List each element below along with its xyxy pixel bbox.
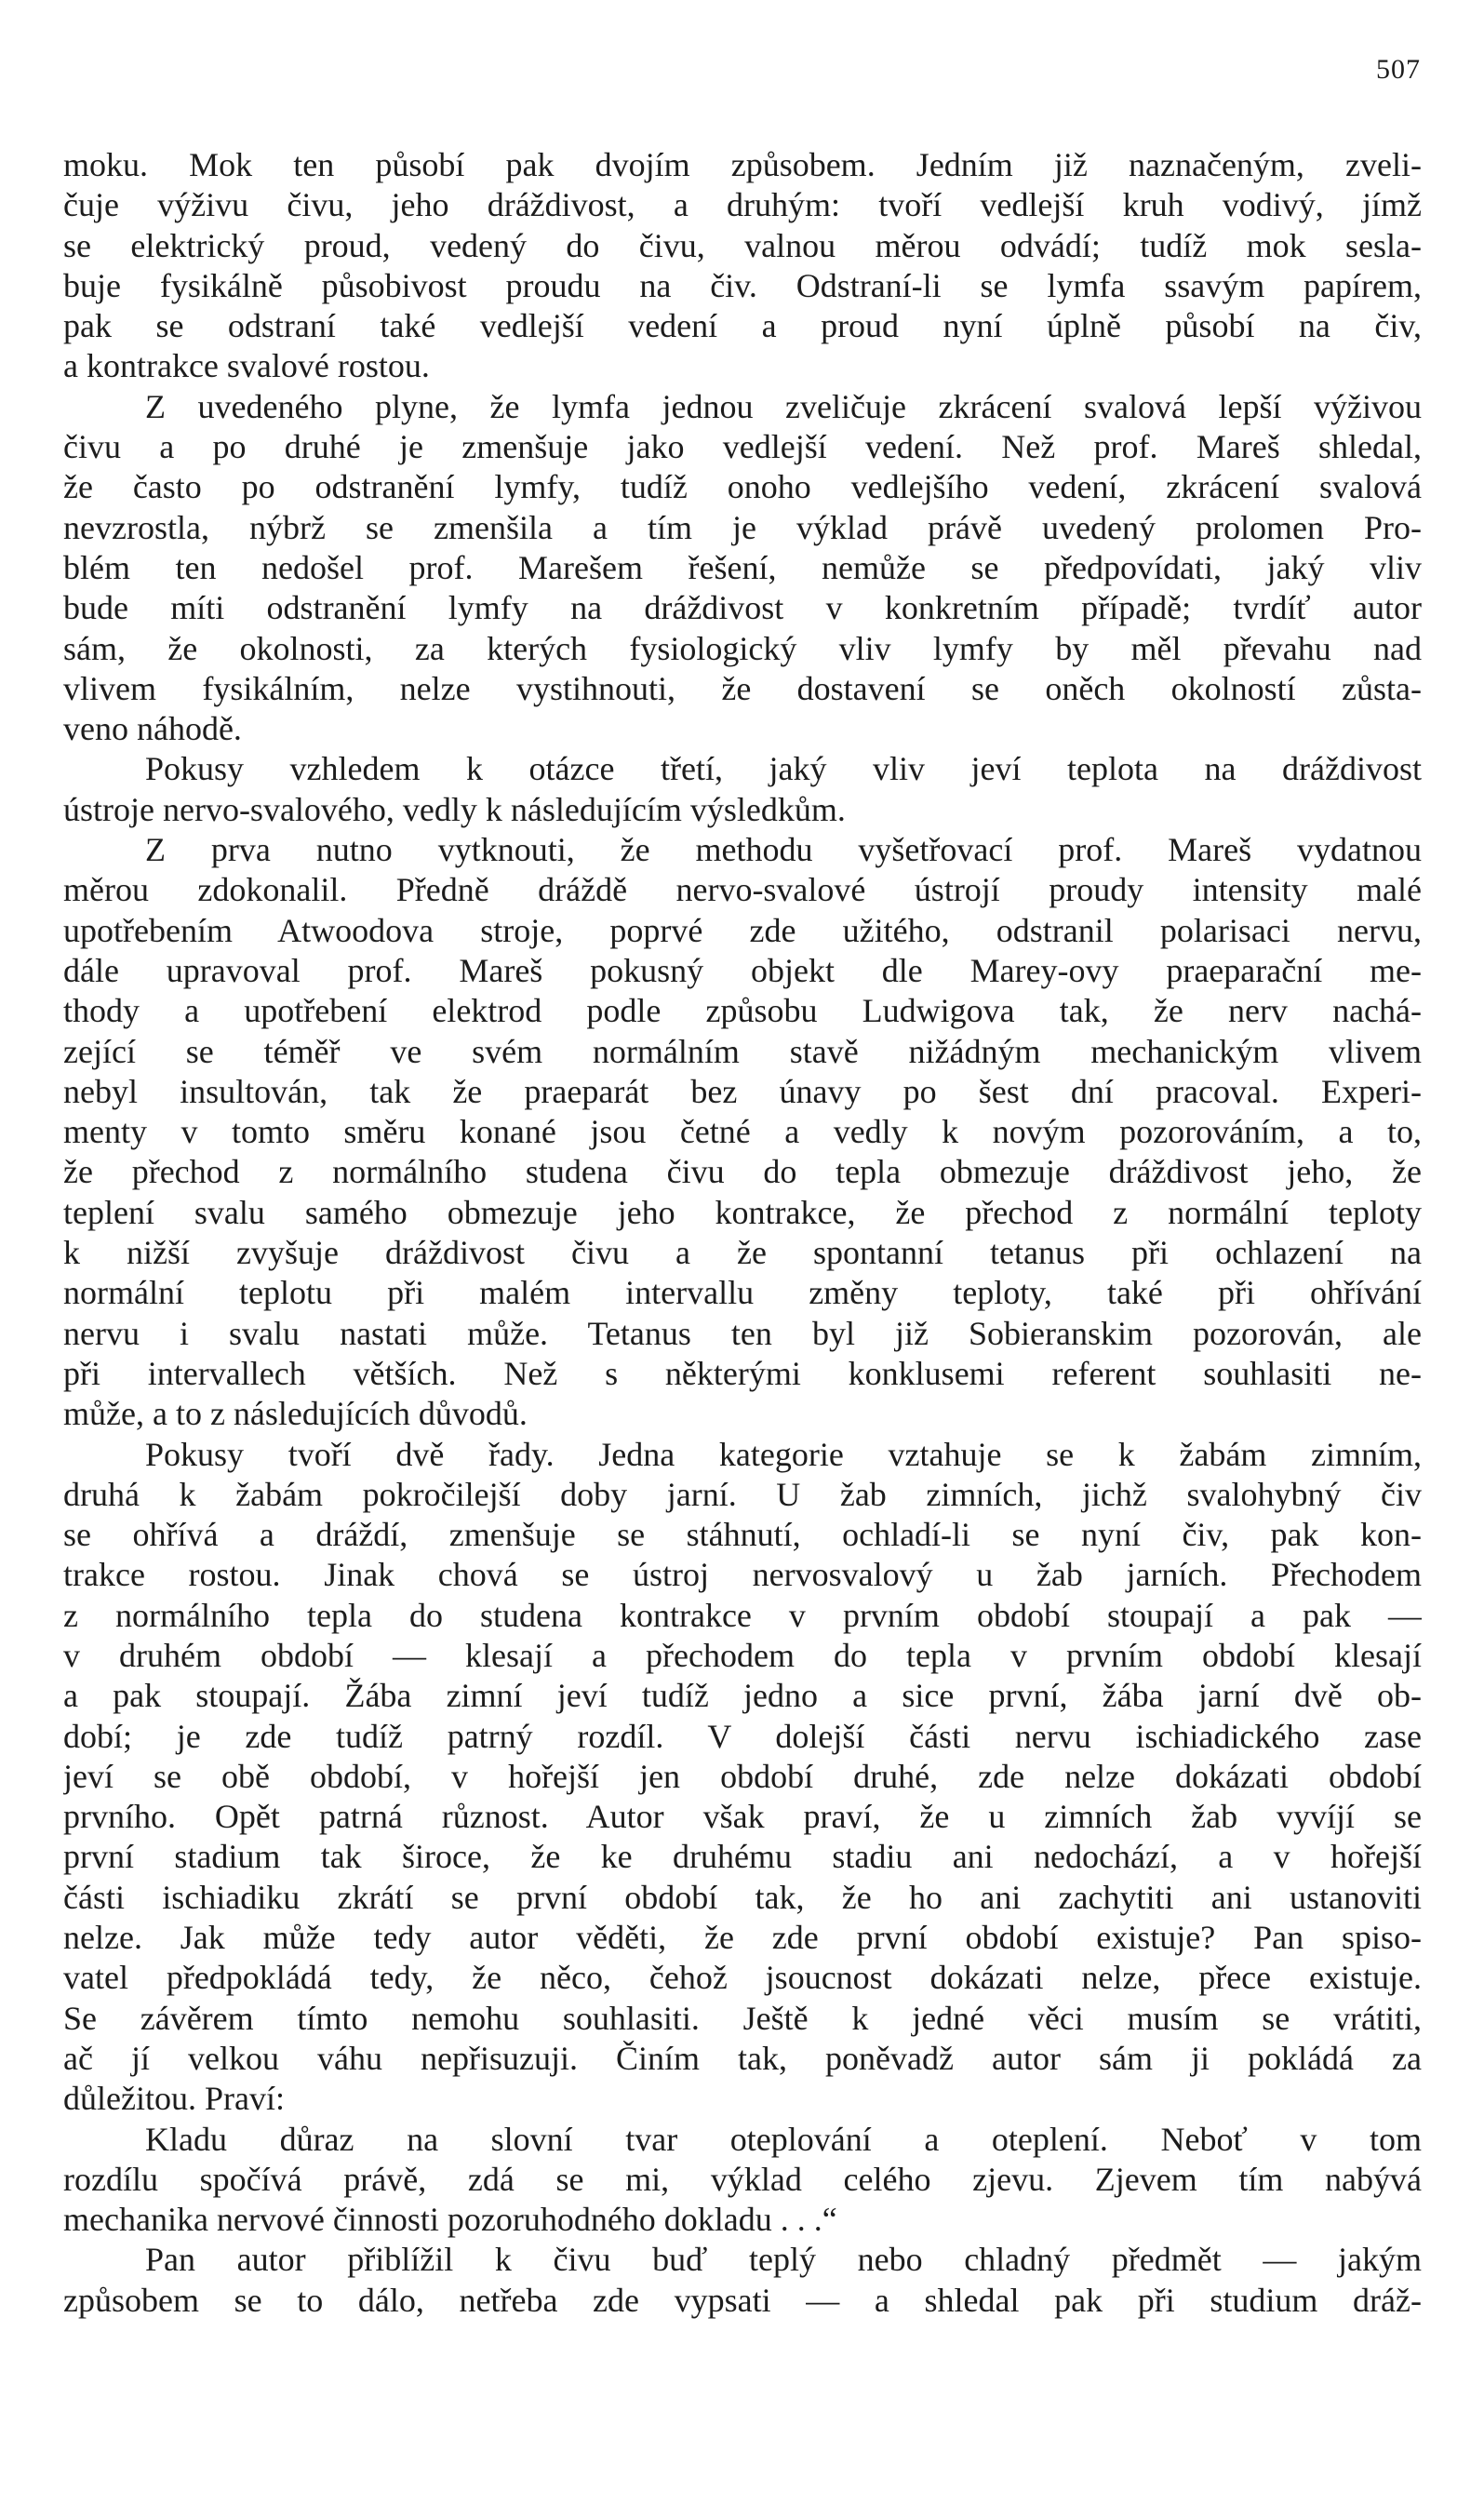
text-line: se elektrický proud, vedený do čivu, valnou měrou odvádí; tudíž mok sesla- <box>63 226 1422 264</box>
text-line: že přechod z normálního studena čivu do tepla obmezuje dráždivost jeho, že <box>63 1153 1422 1191</box>
text-line: dále upravoval prof. Mareš pokusný objekt dle Marey-ovy praeparační me- <box>63 951 1422 989</box>
text-line: Se závěrem tímto nemohu souhlasiti. Ještě k jedné věci musím se vrátiti, <box>63 1999 1422 2037</box>
text-line: ústroje nervo-svalového, vedly k následujícím výsledkům. <box>63 790 846 828</box>
text-line: menty v tomto směru konané jsou četné a vedly k novým pozorováním, a to, <box>63 1113 1422 1151</box>
text-line: v druhém období — klesají a přechodem do tepla v prvním období klesají <box>63 1636 1422 1674</box>
text-line: k nižší zvyšuje dráždivost čivu a že spontanní tetanus při ochlazení na <box>63 1234 1422 1272</box>
text-line: vlivem fysikálním, nelze vystihnouti, že dostavení se oněch okolností zůsta- <box>63 669 1422 707</box>
page-number: 507 <box>1376 54 1421 85</box>
text-line: buje fysikálně působivost proudu na čiv. Odstraní-li se lymfa ssavým papírem, <box>63 266 1422 304</box>
text-line: a kontrakce svalové rostou. <box>63 347 430 385</box>
text-line: moku. Mok ten působí pak dvojím způsobem. Jedním již naznačeným, zveli- <box>63 146 1422 183</box>
text-line: veno náhodě. <box>63 710 242 748</box>
text-line: thody a upotřebení elektrod podle způsobu Ludwigova tak, že nerv nachá- <box>63 992 1422 1030</box>
text-line: čuje výživu čivu, jeho dráždivost, a druhým: tvoří vedlejší kruh vodivý, jímž <box>63 186 1422 224</box>
text-line: mechanika nervové činnosti pozoruhodného dokladu . . .“ <box>63 2201 837 2239</box>
text-line: Z prva nutno vytknouti, že methodu vyšetřovací prof. Mareš vydatnou <box>145 831 1422 869</box>
text-line: Z uvedeného plyne, že lymfa jednou zveličuje zkrácení svalová lepší výživou <box>145 387 1422 425</box>
text-line: nebyl insultován, tak že praeparát bez únavy po šest dní pracoval. Experi- <box>63 1072 1422 1110</box>
text-line: způsobem se to dálo, netřeba zde vypsati — a shledal pak při studium dráž- <box>63 2281 1422 2319</box>
text-line: měrou zdokonalil. Předně dráždě nervo-svalové ústrojí proudy intensity malé <box>63 871 1422 909</box>
text-line: první stadium tak široce, že ke druhému stadiu ani nedochází, a v hořejší <box>63 1838 1422 1876</box>
text-line: blém ten nedošel prof. Marešem řešení, nemůže se předpovídati, jaký vliv <box>63 548 1422 586</box>
text-line: nervu i svalu nastati může. Tetanus ten byl již Sobieranskim pozorován, ale <box>63 1314 1422 1352</box>
text-line: a pak stoupají. Žába zimní jeví tudíž jedno a sice první, žába jarní dvě ob- <box>63 1677 1422 1715</box>
text-line: upotřebením Atwoodova stroje, poprvé zde užitého, odstranil polarisaci nervu, <box>63 911 1422 949</box>
text-line: jeví se obě období, v hořejší jen období druhé, zde nelze dokázati období <box>63 1757 1422 1795</box>
text-line: čivu a po druhé je zmenšuje jako vedlejší vedení. Než prof. Mareš shledal, <box>63 428 1422 466</box>
text-line: důležitou. Praví: <box>63 2080 285 2118</box>
text-line: nelze. Jak může tedy autor věděti, že zde první období existuje? Pan spiso- <box>63 1919 1422 1957</box>
body-text <box>63 145 1422 2321</box>
text-line: Pan autor přiblížil k čivu buď teplý nebo chladný předmět — jakým <box>145 2241 1422 2279</box>
text-line: Pokusy vzhledem k otázce třetí, jaký vliv jeví teplota na dráždivost <box>145 750 1422 788</box>
text-line: nevzrostla, nýbrž se zmenšila a tím je výklad právě uvedený prolomen Pro- <box>63 508 1422 546</box>
text-line: teplení svalu samého obmezuje jeho kontrakce, že přechod z normální teploty <box>63 1193 1422 1231</box>
text-line: druhá k žabám pokročilejší doby jarní. U žab zimních, jichž svalohybný čiv <box>63 1475 1422 1513</box>
text-line: Kladu důraz na slovní tvar oteplování a oteplení. Neboť v tom <box>145 2120 1422 2158</box>
text-line: může, a to z následujících důvodů. <box>63 1395 528 1433</box>
text-line: se ohřívá a dráždí, zmenšuje se stáhnutí, ochladí-li se nyní čiv, pak kon- <box>63 1516 1422 1554</box>
text-line: bude míti odstranění lymfy na dráždivost v konkretním případě; tvrdíť autor <box>63 589 1422 627</box>
text-line: dobí; je zde tudíž patrný rozdíl. V dolejší části nervu ischiadického zase <box>63 1717 1422 1755</box>
text-line: pak se odstraní také vedlejší vedení a proud nyní úplně působí na čiv, <box>63 307 1422 345</box>
text-line: při intervallech větších. Než s některými konklusemi referent souhlasiti ne- <box>63 1354 1422 1392</box>
text-line: že často po odstranění lymfy, tudíž onoho vedlejšího vedení, zkrácení svalová <box>63 468 1422 506</box>
text-line: zející se téměř ve svém normálním stavě nižádným mechanickým vlivem <box>63 1032 1422 1070</box>
text-line: trakce rostou. Jinak chová se ústroj nervosvalový u žab jarních. Přechodem <box>63 1556 1422 1594</box>
text-line: rozdílu spočívá právě, zdá se mi, výklad celého zjevu. Zjevem tím nabývá <box>63 2160 1422 2198</box>
text-line: z normálního tepla do studena kontrakce v prvním období stoupají a pak — <box>63 1596 1422 1634</box>
text-line: sám, že okolnosti, za kterých fysiologický vliv lymfy by měl převahu nad <box>63 629 1422 667</box>
text-line: normální teplotu při malém intervallu změny teploty, také při ohřívání <box>63 1274 1422 1312</box>
text-line: Pokusy tvoří dvě řady. Jedna kategorie vztahuje se k žabám zimním, <box>145 1435 1422 1473</box>
text-line: části ischiadiku zkrátí se první období tak, že ho ani zachytiti ani ustanoviti <box>63 1878 1422 1916</box>
text-line: prvního. Opět patrná různost. Autor však praví, že u zimních žab vyvíjí se <box>63 1798 1422 1836</box>
text-line: ač jí velkou váhu nepřisuzuji. Činím tak, poněvadž autor sám ji pokládá za <box>63 2039 1422 2077</box>
text-line: vatel předpokládá tedy, že něco, čehož jsoucnost dokázati nelze, přece existuje. <box>63 1959 1422 1997</box>
